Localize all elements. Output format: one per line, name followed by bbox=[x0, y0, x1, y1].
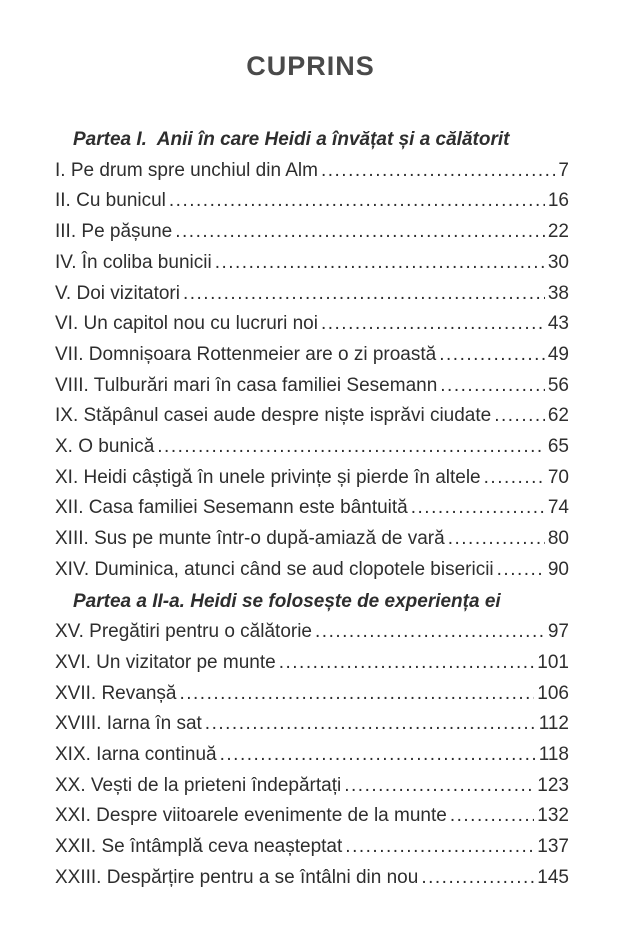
toc-entry-label: IV. În coliba bunicii bbox=[55, 251, 212, 273]
toc-entry-label: VII. Domnișoara Rottenmeier are o zi proastă bbox=[55, 343, 437, 365]
toc-dot-leader bbox=[215, 248, 545, 279]
toc-entry-page: 145 bbox=[537, 866, 569, 888]
toc-entry-page: 62 bbox=[547, 405, 569, 427]
toc-dot-leader bbox=[448, 524, 545, 555]
toc-entry-page: 97 bbox=[547, 621, 569, 643]
toc-entry bbox=[55, 679, 569, 710]
toc-entry-label: VI. Un capitol nou cu lucruri noi bbox=[55, 313, 318, 335]
toc-entry-page: 70 bbox=[547, 466, 569, 488]
toc-entry-label: XX. Vești de la prieteni îndepărtați bbox=[55, 774, 342, 796]
toc-entry-label: XI. Heidi câștigă în unele privințe și pierde în altele bbox=[55, 466, 481, 488]
toc-entry bbox=[55, 801, 569, 832]
toc-entry bbox=[55, 156, 569, 187]
toc-entry bbox=[55, 493, 569, 524]
toc-entry-page: 80 bbox=[547, 528, 569, 550]
toc-entry-label: IX. Stăpânul casei aude despre niște isprăvi ciudate bbox=[55, 405, 492, 427]
toc-entry bbox=[55, 432, 569, 463]
toc-entry bbox=[55, 771, 569, 802]
toc-entry-label: XV. Pregătiri pentru o călătorie bbox=[55, 621, 313, 643]
toc-dot-leader bbox=[421, 863, 534, 894]
toc-entry-page: 16 bbox=[547, 190, 569, 212]
toc-entry bbox=[55, 309, 569, 340]
toc-entry bbox=[55, 217, 569, 248]
toc-entry-page: 106 bbox=[537, 682, 569, 704]
toc-dot-leader bbox=[440, 371, 545, 402]
toc-dot-leader bbox=[220, 740, 536, 771]
toc-dot-leader bbox=[175, 217, 545, 248]
toc-dot-leader bbox=[183, 279, 545, 310]
toc-entry-label: XXII. Se întâmplă ceva neașteptat bbox=[55, 836, 343, 858]
toc-dot-leader bbox=[279, 648, 535, 679]
toc-entry bbox=[55, 709, 569, 740]
toc-entry bbox=[55, 248, 569, 279]
toc-entry-label: XVI. Un vizitator pe munte bbox=[55, 651, 276, 673]
toc-entry-label: II. Cu bunicul bbox=[55, 190, 166, 212]
toc-entry-label: XVII. Revanșă bbox=[55, 682, 177, 704]
toc-entry-page: 7 bbox=[558, 159, 569, 181]
toc-dot-leader bbox=[450, 801, 534, 832]
toc-entry-page: 118 bbox=[538, 744, 569, 766]
toc-entry bbox=[55, 740, 569, 771]
toc-entry-page: 65 bbox=[547, 436, 569, 458]
section-heading-part2: Partea a II-a. Heidi se folosește de experiența ei bbox=[73, 590, 501, 612]
toc-entry bbox=[55, 371, 569, 402]
toc-entry-label: XXIII. Despărțire pentru a se întâlni din nou bbox=[55, 866, 419, 888]
toc-entry bbox=[55, 617, 569, 648]
toc-dot-leader bbox=[169, 186, 545, 217]
toc-entry-page: 30 bbox=[547, 251, 569, 273]
toc-entry-page: 132 bbox=[537, 805, 569, 827]
toc-entry bbox=[55, 401, 569, 432]
toc-entry-page: 90 bbox=[547, 558, 569, 580]
toc-entry-page: 56 bbox=[547, 374, 569, 396]
toc-entry-page: 49 bbox=[547, 343, 569, 365]
toc-dot-leader bbox=[484, 463, 545, 494]
toc-entry-page: 22 bbox=[547, 221, 569, 243]
toc-dot-leader bbox=[411, 493, 545, 524]
toc-entry-label: X. O bunică bbox=[55, 436, 155, 458]
toc-entry-label: V. Doi vizitatori bbox=[55, 282, 180, 304]
toc-entry bbox=[55, 648, 569, 679]
toc-entry-page: 74 bbox=[547, 497, 569, 519]
toc-entry-label: VIII. Tulburări mari în casa familiei Sesemann bbox=[55, 374, 438, 396]
toc-entry-page: 123 bbox=[537, 774, 569, 796]
toc-entry-label: III. Pe pășune bbox=[55, 221, 173, 243]
toc-entry-label: XII. Casa familiei Sesemann este bântuită bbox=[55, 497, 408, 519]
toc-dot-leader bbox=[494, 401, 545, 432]
toc-entry-page: 43 bbox=[547, 313, 569, 335]
toc-entry bbox=[55, 832, 569, 863]
toc-entry-label: XXI. Despre viitoarele evenimente de la munte bbox=[55, 805, 447, 827]
toc-dot-leader bbox=[439, 340, 545, 371]
toc-dot-leader bbox=[321, 156, 555, 187]
toc-entry bbox=[55, 524, 569, 555]
toc-entry bbox=[55, 555, 569, 586]
toc-dot-leader bbox=[321, 309, 545, 340]
toc-entry-label: XIX. Iarna continuă bbox=[55, 744, 217, 766]
toc-entry-label: I. Pe drum spre unchiul din Alm bbox=[55, 159, 318, 181]
toc-list bbox=[0, 125, 621, 894]
toc-entry-label: XIV. Duminica, atunci când se aud clopotele bisericii bbox=[55, 558, 494, 580]
toc-dot-leader bbox=[205, 709, 536, 740]
toc-dot-leader bbox=[345, 832, 534, 863]
toc-entry-label: XIII. Sus pe munte într-o după-amiază de vară bbox=[55, 528, 445, 550]
toc-dot-leader bbox=[497, 555, 545, 586]
toc-entry bbox=[55, 863, 569, 894]
toc-entry bbox=[55, 340, 569, 371]
toc-entry-label: XVIII. Iarna în sat bbox=[55, 713, 202, 735]
toc-dot-leader bbox=[179, 679, 534, 710]
toc-entry-page: 112 bbox=[538, 713, 569, 735]
toc-dot-leader bbox=[315, 617, 545, 648]
toc-entry bbox=[55, 279, 569, 310]
page-title: CUPRINS bbox=[246, 51, 375, 81]
toc-entry bbox=[55, 463, 569, 494]
toc-entry-page: 101 bbox=[537, 651, 569, 673]
toc-entry bbox=[55, 186, 569, 217]
toc-entry-page: 38 bbox=[547, 282, 569, 304]
section-heading-part1: Partea I. Anii în care Heidi a învățat și a călătorit bbox=[73, 129, 510, 150]
toc-dot-leader bbox=[157, 432, 545, 463]
toc-entry-page: 137 bbox=[537, 836, 569, 858]
toc-dot-leader bbox=[344, 771, 534, 802]
